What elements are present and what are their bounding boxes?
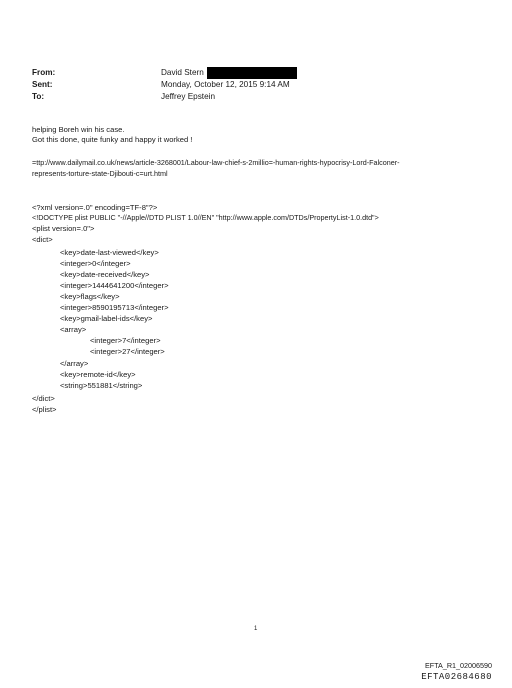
from-value [161,67,297,79]
page-number: 1 [254,626,258,632]
code-line: <dict> [32,235,53,244]
bates-number-2: EFTA02684680 [421,672,492,682]
from-label: From: [32,68,56,77]
code-line: </dict> [32,394,55,403]
code-line: <integer>7</integer> [90,336,161,345]
code-line: <array> [60,325,87,334]
code-line: </plist> [32,405,57,414]
code-line: <key>gmail-label-ids</key> [60,314,153,323]
body-line-1: helping Boreh win his case. [32,125,125,134]
code-line: <key>remote-id</key> [60,370,136,379]
body-url-line-1: =ttp://www.dailymail.co.uk/news/article-3268001/Labour-law-chief-s-2millio=-human-rights-hypocrisy-Lord-Falconer- [32,158,400,167]
to-label: To: [32,92,45,101]
code-line: <?xml version=.0" encoding=TF-8"?> [32,203,158,212]
code-line: <integer>27</integer> [90,347,165,356]
code-line: <integer>0</integer> [60,259,131,268]
code-line: <key>flags</key> [60,292,120,301]
code-line: <integer>1444641200</integer> [60,281,169,290]
code-line: <plist version=.0"> [32,224,95,233]
code-line: <key>date-received</key> [60,270,150,279]
sent-value: Monday, October 12, 2015 9:14 AM [161,80,290,89]
to-value: Jeffrey Epstein [161,92,216,101]
bates-number-1: EFTA_R1_02006590 [425,661,492,670]
from-name: David Stern [161,68,204,77]
code-line: </array> [60,359,89,368]
code-line: <key>date-last-viewed</key> [60,248,159,257]
body-line-2: Got this done, quite funky and happy it worked ! [32,135,193,144]
sent-label: Sent: [32,80,53,89]
body-url-line-2: represents-torture-state-Djibouti-c=urt.html [32,169,168,178]
code-line: <string>551881</string> [60,381,143,390]
redaction-box [207,67,297,79]
code-line: <integer>8590195713</integer> [60,303,169,312]
code-line: <!DOCTYPE plist PUBLIC "-//Apple//DTD PLIST 1.0//EN" "http://www.apple.com/DTDs/PropertyList-1.0.dtd"> [32,213,379,222]
